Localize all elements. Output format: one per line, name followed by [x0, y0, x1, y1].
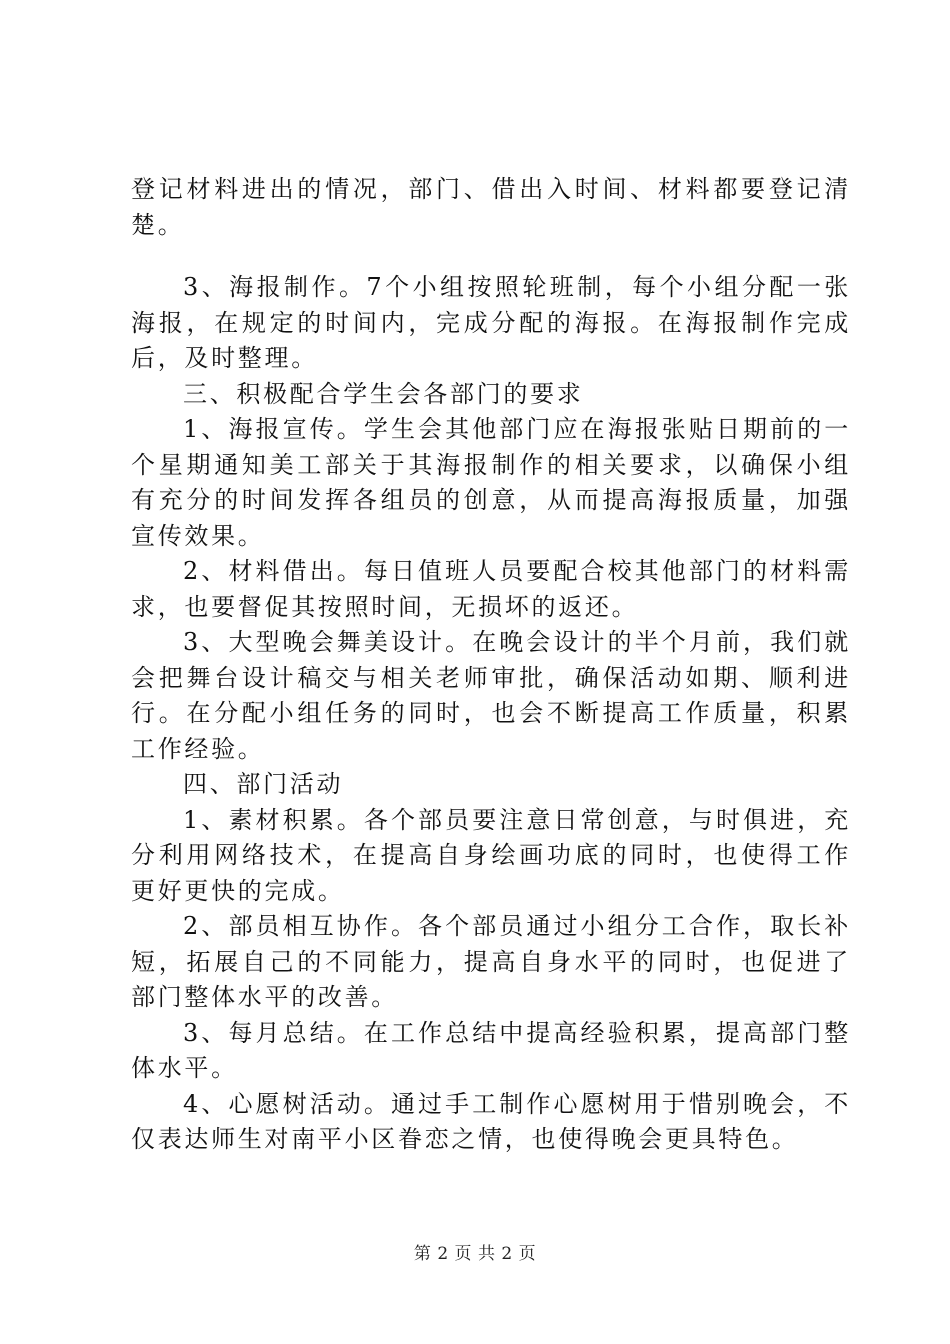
section-heading-cooperation: 三、积极配合学生会各部门的要求: [183, 379, 584, 408]
paragraph-stage-design: 3、大型晚会舞美设计。在晚会设计的半个月前，我们就会把舞台设计稿交与相关老师审批，确保活动如期、顺利进行。在分配小组任务的同时，也会不断提高工作质量，积累工作经验。: [131, 628, 851, 763]
paragraph-material-accumulation: 1、素材积累。各个部员要注意日常创意，与时俱进，充分利用网络技术，在提高自身绘画功底的同时，也使得工作更好更快的完成。: [131, 805, 851, 905]
paragraph-wish-tree: 4、心愿树活动。通过手工制作心愿树用于惜别晚会，不仅表达师生对南平小区眷恋之情，也使得晚会更具特色。: [131, 1089, 851, 1153]
paragraph-material-lending: 2、材料借出。每日值班人员要配合校其他部门的材料需求，也要督促其按照时间，无损坏的返还。: [131, 557, 851, 621]
document-body: [131, 172, 851, 1158]
section-heading-activities: 四、部门活动: [183, 770, 344, 798]
paragraph-continuation: 登记材料进出的情况，部门、借出入时间、材料都要登记清楚。: [131, 175, 851, 239]
paragraph-collaboration: 2、部员相互协作。各个部员通过小组分工合作，取长补短，拓展自己的不同能力，提高自身水平的同时，也促进了部门整体水平的改善。: [131, 912, 851, 1011]
page-number-footer: 第 2 页 共 2 页: [413, 1244, 537, 1264]
paragraph-monthly-summary: 3、每月总结。在工作总结中提高经验积累，提高部门整体水平。: [131, 1018, 851, 1082]
paragraph-poster-promotion: 1、海报宣传。学生会其他部门应在海报张贴日期前的一个星期通知美工部关于其海报制作的相关要求，以确保小组有充分的时间发挥各组员的创意，从而提高海报质量，加强宣传效果。: [131, 415, 851, 550]
paragraph-poster-making: 3、海报制作。7个小组按照轮班制，每个小组分配一张海报，在规定的时间内，完成分配的海报。在海报制作完成后，及时整理。: [131, 273, 851, 372]
